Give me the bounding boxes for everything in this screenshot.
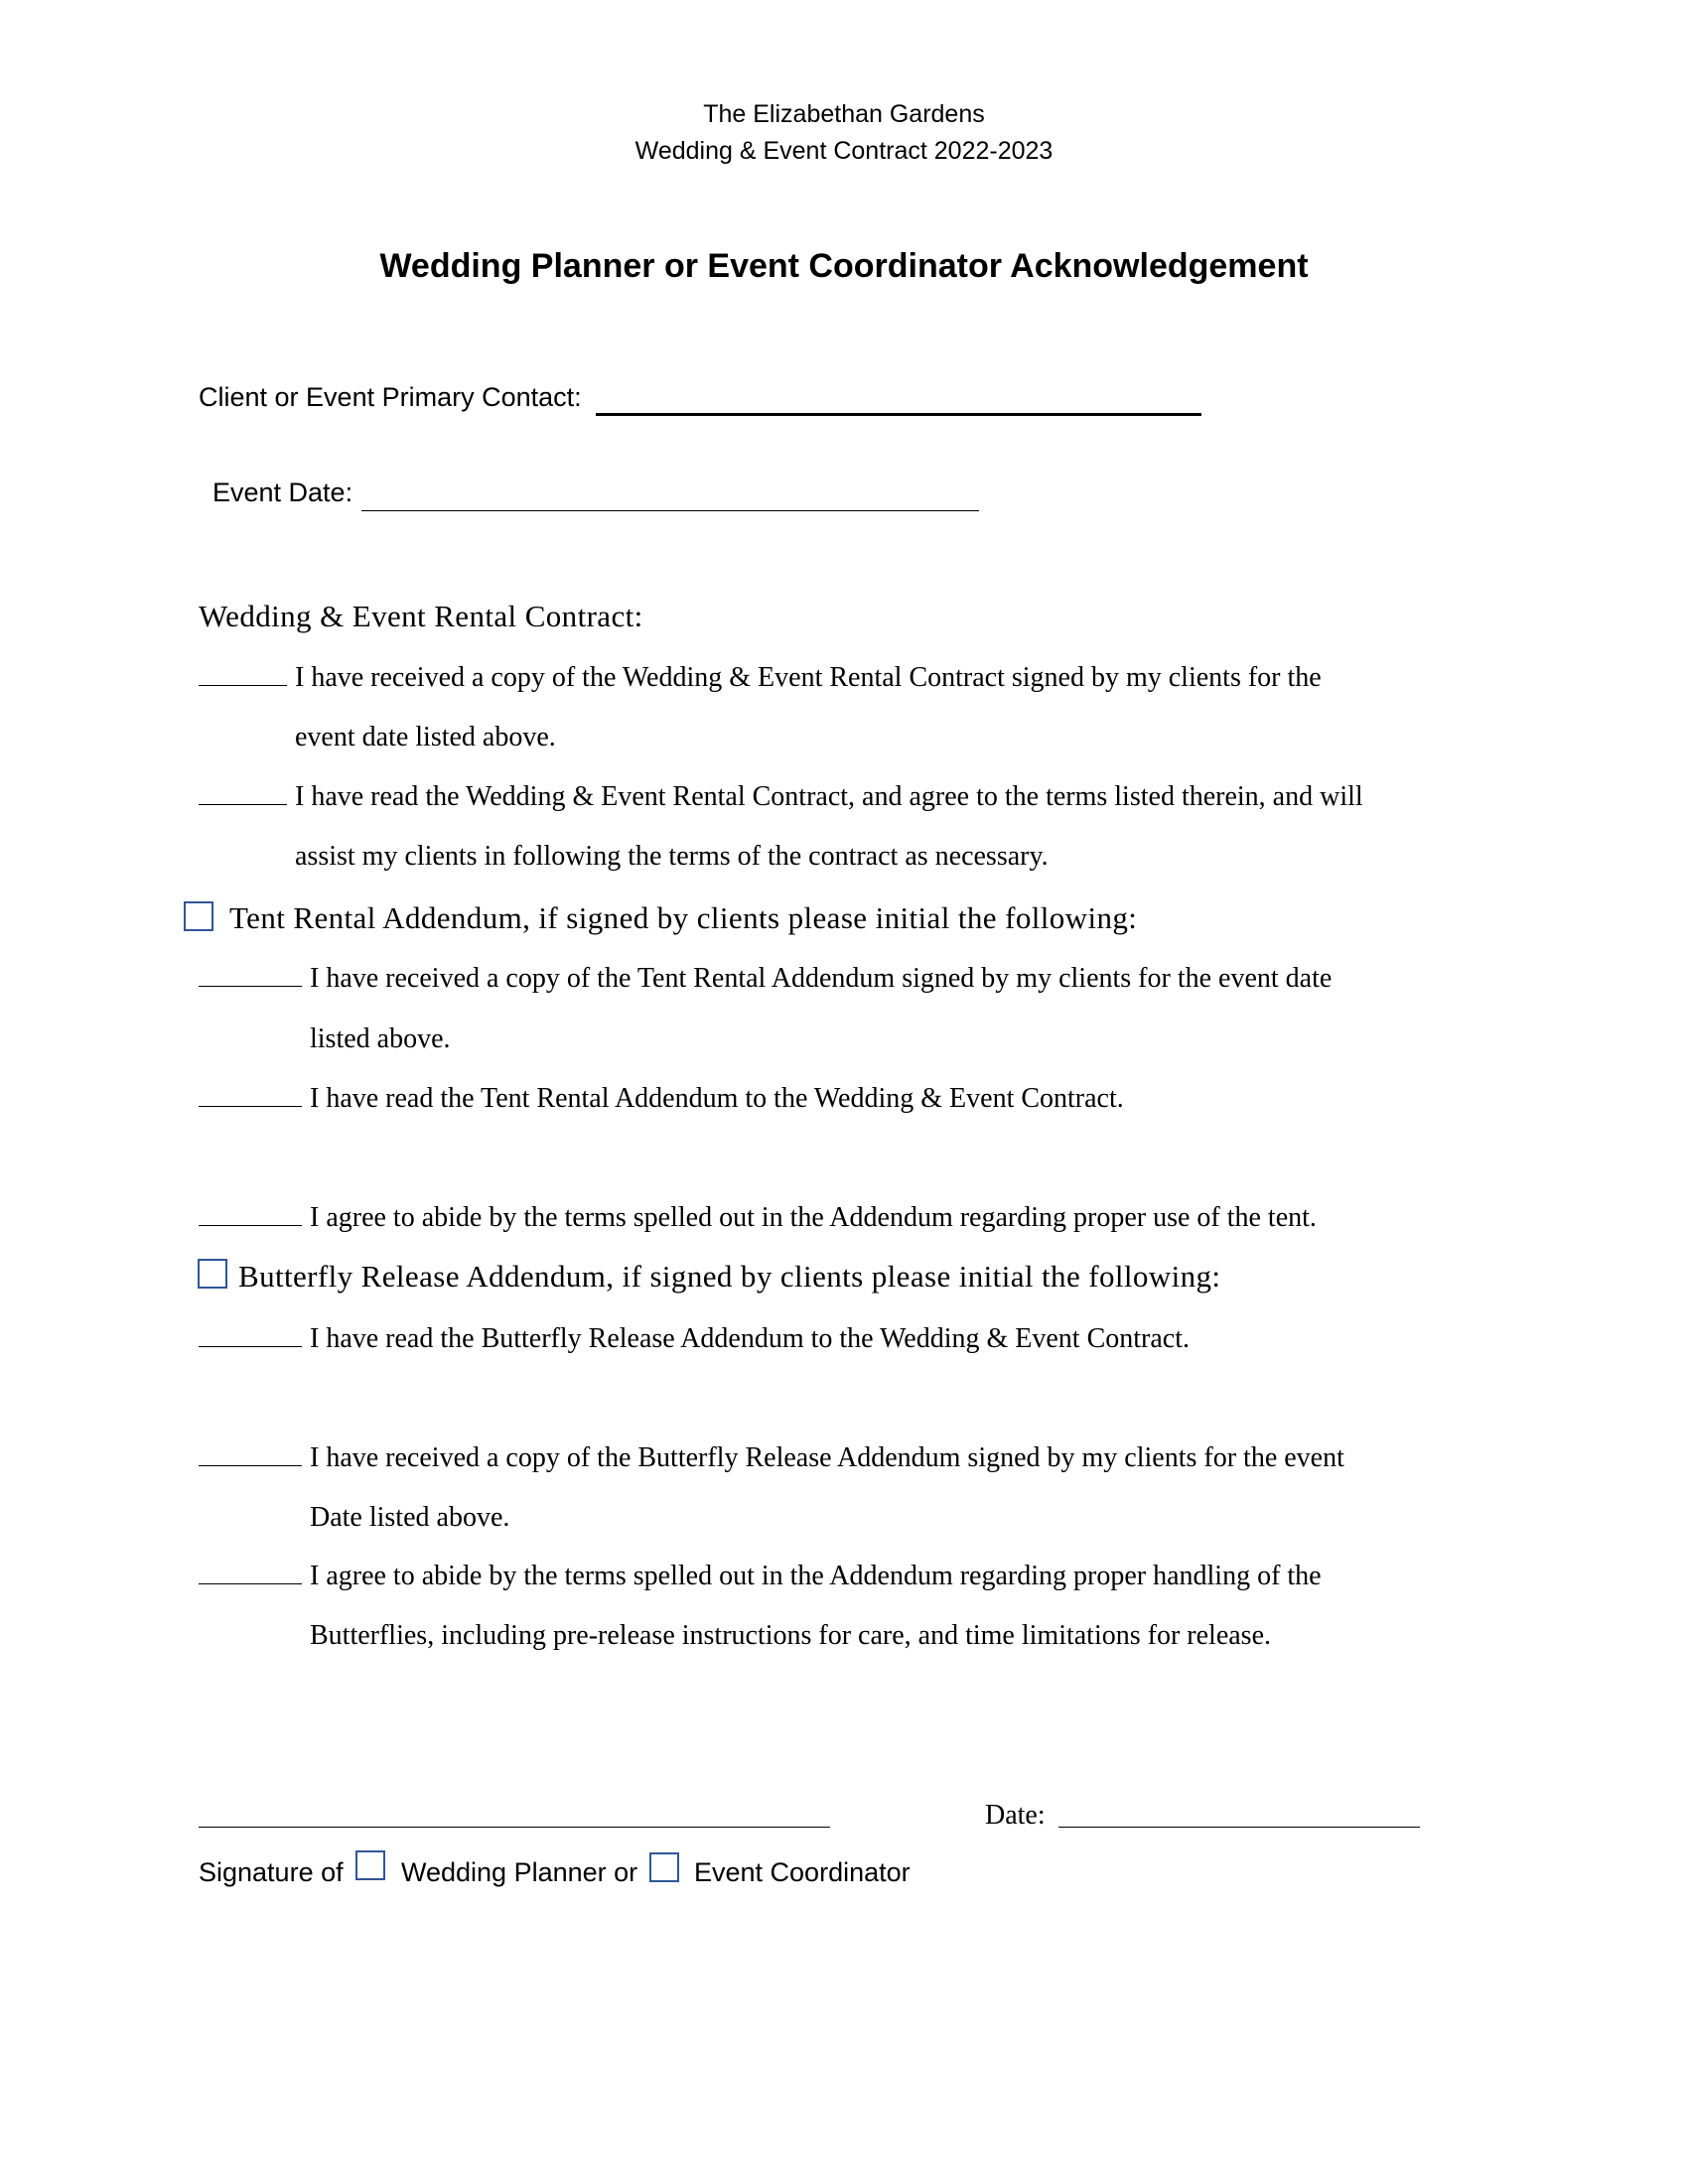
- signature-line[interactable]: [199, 1797, 830, 1828]
- org-name: The Elizabethan Gardens: [703, 100, 985, 128]
- rental-item-1-cont: event date listed above.: [295, 722, 556, 752]
- event-coordinator-label: Event Coordinator: [694, 1857, 911, 1887]
- rental-item-2-cont: assist my clients in following the terms of the contract as necessary.: [295, 841, 1049, 872]
- tent-item-1: I have received a copy of the Tent Rental Addendum signed by my clients for the event date: [199, 963, 1332, 995]
- primary-contact-field[interactable]: [596, 383, 1201, 416]
- butterfly-addendum-checkbox[interactable]: [198, 1259, 227, 1289]
- butterfly-item-3-cont: Butterflies, including pre-release instructions for care, and time limitations for release.: [310, 1620, 1271, 1651]
- wedding-planner-checkbox[interactable]: [355, 1850, 385, 1880]
- butterfly-item-3: I agree to abide by the terms spelled out in the Addendum regarding proper handling of the: [199, 1561, 1322, 1592]
- rental-item-2: I have read the Wedding & Event Rental Contract, and agree to the terms listed therein, and will: [199, 781, 1363, 813]
- event-date-label: Event Date:: [212, 478, 353, 507]
- initials-blank[interactable]: [199, 1224, 302, 1226]
- initials-blank[interactable]: [199, 985, 302, 987]
- event-date-field[interactable]: [361, 480, 979, 511]
- wedding-planner-label: Wedding Planner or: [401, 1857, 638, 1887]
- tent-addendum-heading: Tent Rental Addendum, if signed by clients please initial the following:: [229, 900, 1138, 935]
- butterfly-item-1: I have read the Butterfly Release Addendum to the Wedding & Event Contract.: [199, 1323, 1190, 1355]
- tent-item-2: I have read the Tent Rental Addendum to the Wedding & Event Contract.: [199, 1083, 1124, 1115]
- page-title: Wedding Planner or Event Coordinator Acknowledgement: [379, 247, 1309, 285]
- primary-contact-label: Client or Event Primary Contact:: [199, 382, 582, 412]
- initials-blank[interactable]: [199, 1105, 302, 1107]
- butterfly-item-2-cont: Date listed above.: [310, 1502, 510, 1533]
- rental-contract-heading: Wedding & Event Rental Contract:: [199, 599, 643, 633]
- initials-blank[interactable]: [199, 684, 287, 686]
- butterfly-addendum-heading: Butterfly Release Addendum, if signed by clients please initial the following:: [238, 1259, 1221, 1294]
- signature-date-field[interactable]: [1058, 1797, 1420, 1828]
- rental-item-1: I have received a copy of the Wedding & Event Rental Contract signed by my clients for the: [199, 662, 1322, 694]
- date-label: Date:: [985, 1800, 1046, 1831]
- event-coordinator-checkbox[interactable]: [649, 1852, 679, 1882]
- initials-blank[interactable]: [199, 1582, 302, 1584]
- initials-blank[interactable]: [199, 1345, 302, 1347]
- tent-item-1-cont: listed above.: [310, 1024, 451, 1054]
- signature-of-label: Signature of: [199, 1857, 344, 1887]
- contract-name: Wedding & Event Contract 2022-2023: [634, 137, 1054, 165]
- tent-item-3: I agree to abide by the terms spelled out in the Addendum regarding proper use of the tent.: [199, 1202, 1317, 1234]
- butterfly-item-2: I have received a copy of the Butterfly Release Addendum signed by my clients for the event: [199, 1442, 1344, 1474]
- initials-blank[interactable]: [199, 1464, 302, 1466]
- tent-addendum-checkbox[interactable]: [184, 901, 213, 931]
- initials-blank[interactable]: [199, 803, 287, 805]
